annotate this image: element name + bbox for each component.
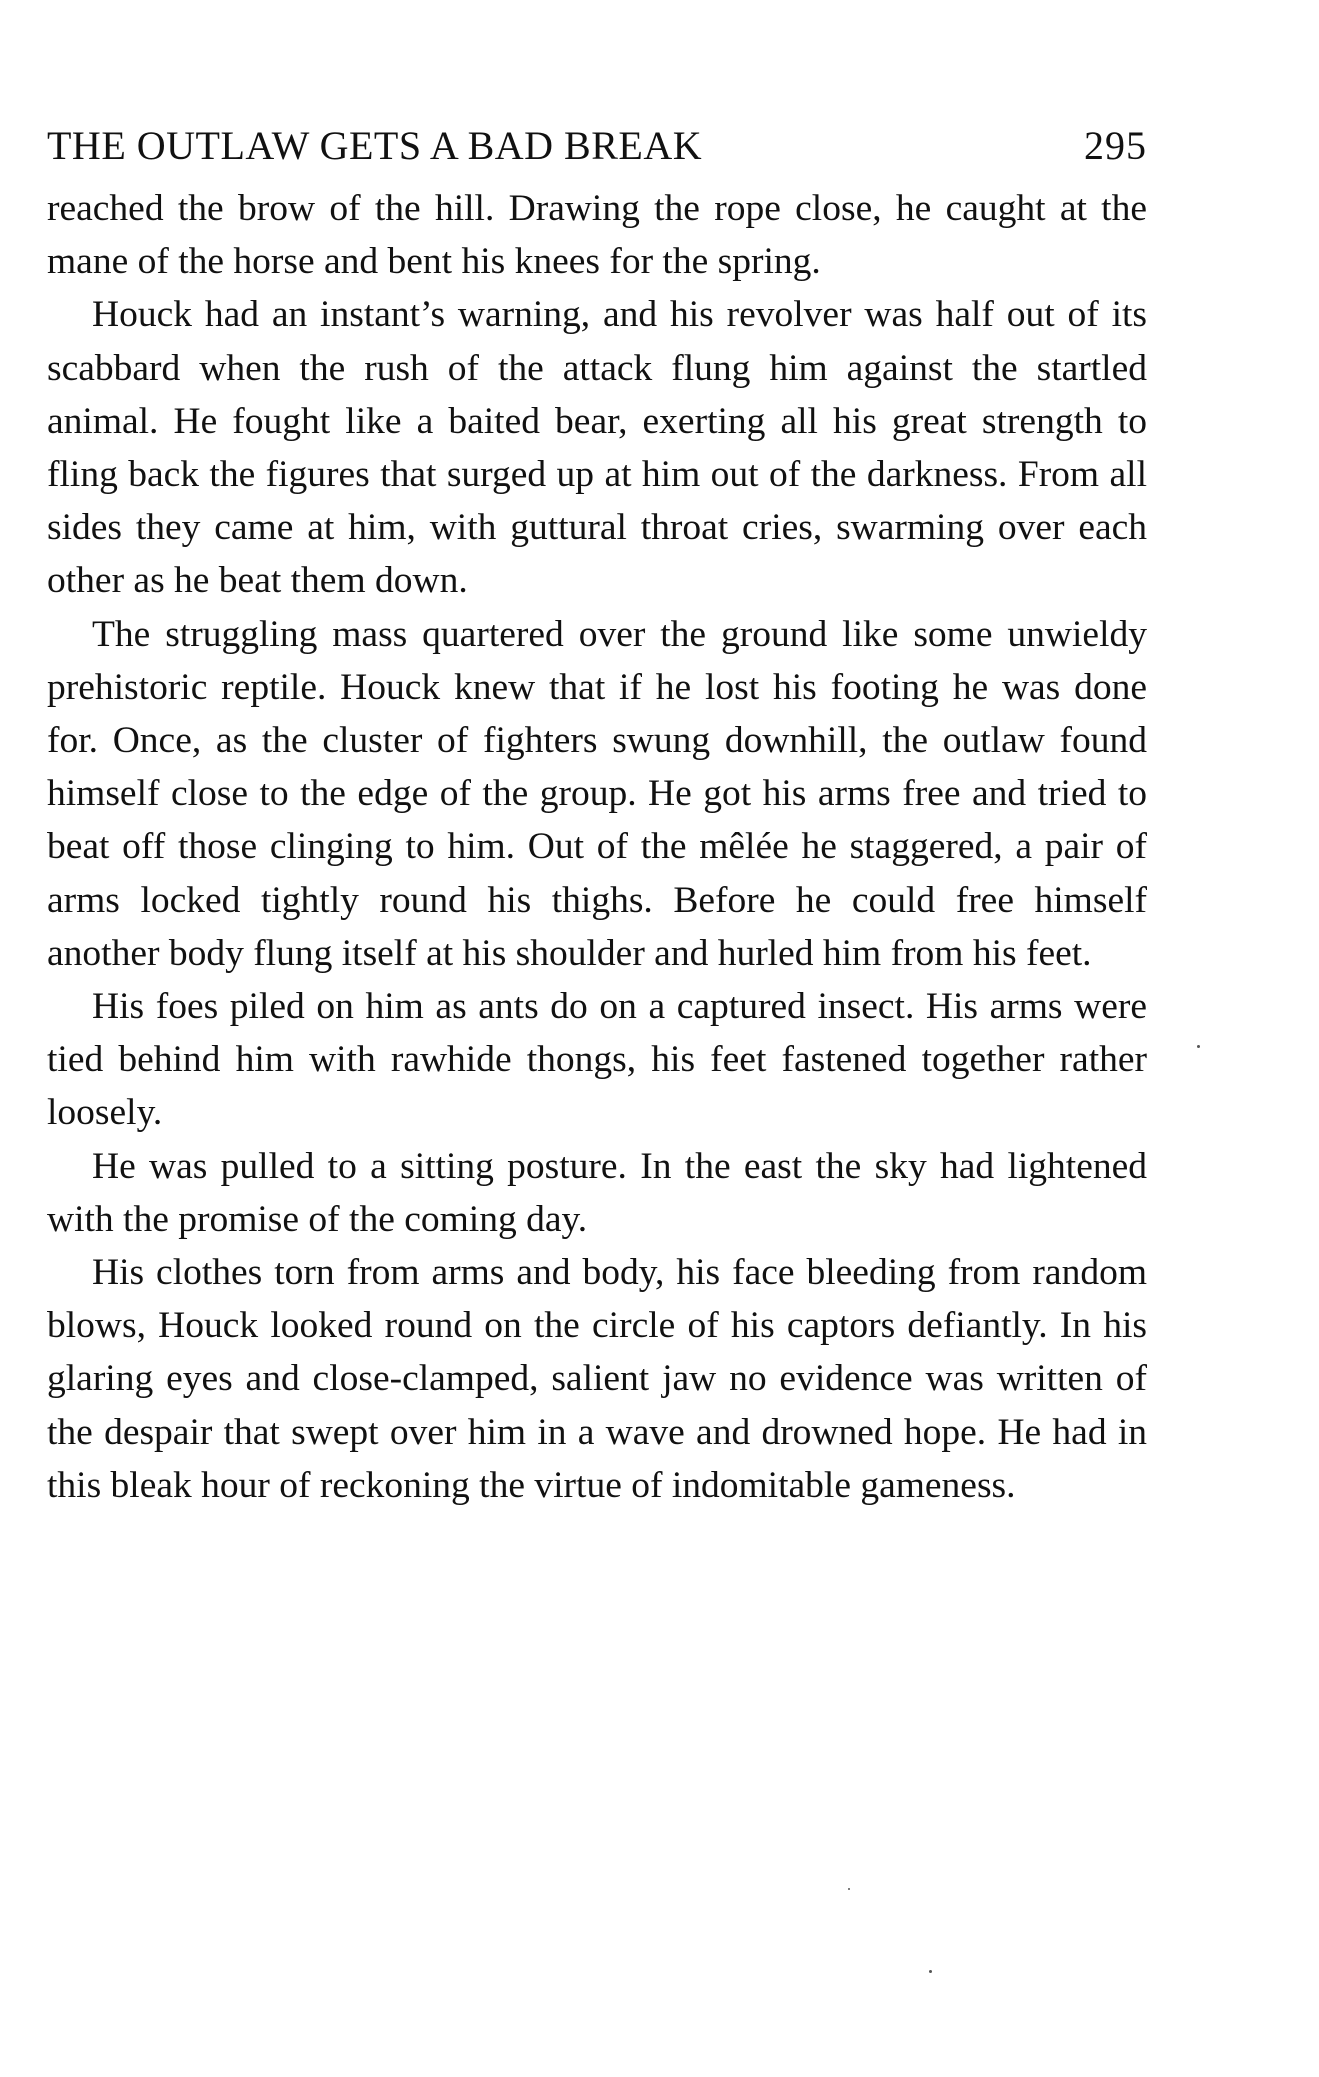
body-text [47,182,1147,1512]
scan-speck [929,1970,932,1973]
paragraph-2: Houck had an instant’s warning, and his revolver was half out of its scabbard when the rush of the attack flung him against the startled animal. He fought like a baited bear, exerting all his great strength to fling back the figures that surged up at him out of the darkness. From all sides they came at him, with guttural throat cries, swarming over each other as he beat them down. [47,294,1147,602]
paragraph-4: His foes piled on him as ants do on a captured insect. His arms were tied behind him with rawhide thongs, his feet fastened together rather loosely. [47,986,1147,1134]
book-page [47,118,1147,1512]
paragraph-1: reached the brow of the hill. Drawing the rope close, he caught at the mane of the horse and bent his knees for the spring. [47,188,1147,283]
paragraph-5: He was pulled to a sitting posture. In the east the sky had lightened with the promise of the coming day. [47,1145,1147,1240]
paragraph-6: His clothes torn from arms and body, his face bleeding from random blows, Houck looked round on the circle of his captors defiantly. In his glaring eyes and close-clamped, salient jaw no evidence was written of the despair that swept over him in a wave and drowned hope. He had in this bleak hour of reckoning the virtue of indomitable gameness. [47,1252,1147,1506]
scan-speck [848,1888,850,1890]
paragraph-3: The struggling mass quartered over the ground like some unwieldy prehistoric reptile. Houck knew that if he lost his footing he was done for. Once, as the cluster of fighters swung downhill, the outlaw found himself close to the edge of the group. He got his arms free and tried to beat off those clinging to him. Out of the mêlée he staggered, a pair of arms locked tightly round his thighs. Before he could free himself another body flung itself at his shoulder and hurled him from his feet. [47,613,1147,974]
scan-speck [1197,1045,1200,1048]
running-head [47,118,1147,174]
page-number: 295 [1084,123,1147,168]
running-title: THE OUTLAW GETS A BAD BREAK [47,123,703,168]
